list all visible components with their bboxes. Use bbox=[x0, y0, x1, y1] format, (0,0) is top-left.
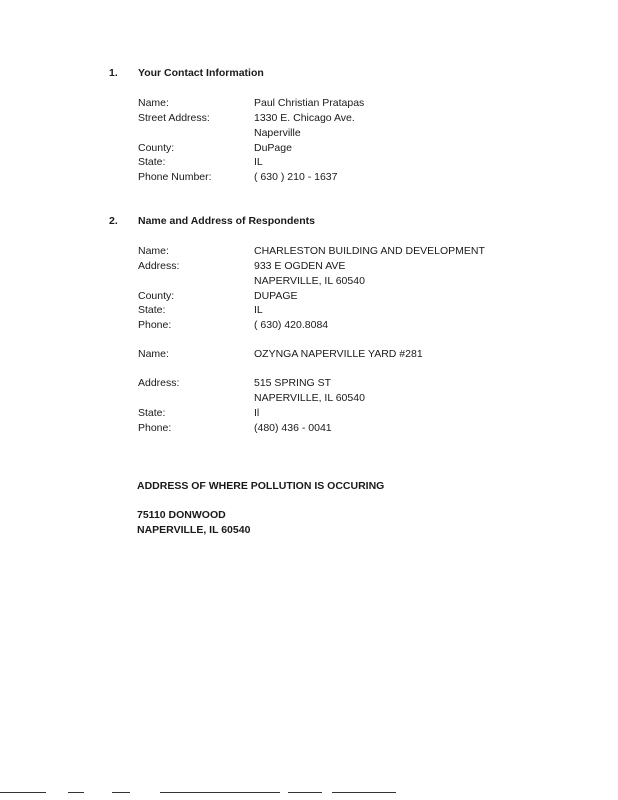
footer-rule bbox=[0, 792, 46, 793]
pollution-address-line1: 75110 DONWOOD bbox=[137, 509, 226, 521]
section-2-number: 2. bbox=[109, 215, 118, 227]
respondent-2-phone-label: Phone: bbox=[138, 422, 172, 434]
respondent-1-address-line1: 933 E OGDEN AVE bbox=[254, 260, 346, 272]
section-1-number: 1. bbox=[109, 67, 118, 79]
respondent-2-state-label: State: bbox=[138, 407, 166, 419]
footer-rule bbox=[68, 792, 84, 793]
pollution-address-line2: NAPERVILLE, IL 60540 bbox=[137, 524, 251, 536]
contact-state-value: IL bbox=[254, 156, 263, 168]
section-2-title: Name and Address of Respondents bbox=[138, 215, 315, 227]
respondent-1-phone-label: Phone: bbox=[138, 319, 172, 331]
respondent-1-county-value: DUPAGE bbox=[254, 290, 298, 302]
respondent-2-name-label: Name: bbox=[138, 348, 169, 360]
respondent-1-county-label: County: bbox=[138, 290, 175, 302]
footer-rule bbox=[288, 792, 322, 793]
respondent-2-name-value: OZYNGA NAPERVILLE YARD #281 bbox=[254, 348, 423, 360]
section-1-title: Your Contact Information bbox=[138, 67, 264, 79]
pollution-heading: ADDRESS OF WHERE POLLUTION IS OCCURING bbox=[137, 480, 385, 492]
respondent-2-address-line2: NAPERVILLE, IL 60540 bbox=[254, 391, 365, 404]
contact-name-value: Paul Christian Pratapas bbox=[254, 97, 365, 109]
respondent-2-address-line1: 515 SPRING ST bbox=[254, 377, 332, 389]
respondent-1-state-value: IL bbox=[254, 304, 263, 316]
contact-phone-label: Phone Number: bbox=[138, 171, 212, 183]
respondent-1-phone-value: ( 630) 420.8084 bbox=[254, 319, 329, 331]
contact-city-value: Naperville bbox=[254, 126, 301, 139]
respondent-1-name-value: CHARLESTON BUILDING AND DEVELOPMENT bbox=[254, 245, 485, 257]
section-2-heading bbox=[109, 215, 315, 227]
contact-phone-value: ( 630 ) 210 - 1637 bbox=[254, 171, 338, 183]
respondent-1-name-label: Name: bbox=[138, 245, 169, 257]
footer-rule bbox=[332, 792, 396, 793]
contact-street-label: Street Address: bbox=[138, 112, 210, 124]
respondent-2-state-value: Il bbox=[254, 407, 260, 419]
contact-state-label: State: bbox=[138, 156, 166, 168]
footer-rule bbox=[112, 792, 130, 793]
contact-name-label: Name: bbox=[138, 97, 169, 109]
contact-street-value: 1330 E. Chicago Ave. bbox=[254, 112, 355, 124]
respondent-2-phone-value: (480) 436 - 0041 bbox=[254, 422, 332, 434]
respondent-1-state-label: State: bbox=[138, 304, 166, 316]
contact-county-value: DuPage bbox=[254, 142, 292, 154]
respondent-1-address-label: Address: bbox=[138, 260, 180, 272]
respondent-2-address-label: Address: bbox=[138, 377, 180, 389]
footer-rule bbox=[160, 792, 280, 793]
respondent-1-address-line2: NAPERVILLE, IL 60540 bbox=[254, 274, 365, 287]
contact-county-label: County: bbox=[138, 142, 175, 154]
section-1-heading bbox=[109, 67, 264, 79]
